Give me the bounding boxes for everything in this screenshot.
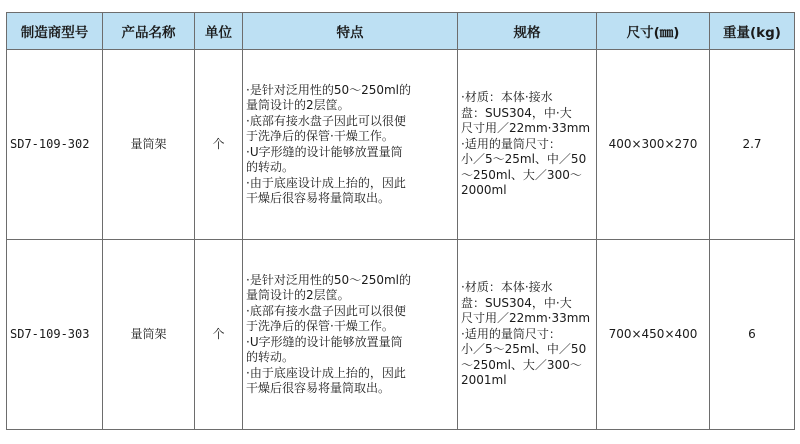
unit-cell: 个 xyxy=(195,50,243,240)
feature-line: ·底部有接水盘子因此可以很便 xyxy=(246,113,406,128)
unit-cell: 个 xyxy=(195,240,243,430)
product-spec-table xyxy=(6,12,795,430)
product-name-cell: 量筒架 xyxy=(103,240,195,430)
feature-line: ·由于底座设计成上抬的，因此 xyxy=(246,175,406,190)
feature-line: 于洗净后的保管·干燥工作。 xyxy=(246,319,394,333)
spec-line: 盘：SUS304，中·大 xyxy=(461,295,572,310)
weight-cell: 6 xyxy=(710,240,795,430)
feature-line: ·U字形缝的设计能够放置量筒 xyxy=(246,144,403,159)
header-unit: 单位 xyxy=(195,13,243,50)
model-cell: SD7-109-303 xyxy=(7,240,103,430)
feature-line: 量筒设计的2层筐。 xyxy=(246,98,350,112)
features-cell xyxy=(243,240,458,430)
feature-line: ·是针对泛用性的50～250ml的 xyxy=(246,82,412,97)
header-row xyxy=(7,13,795,50)
spec-line: ·材质：本体·接水 xyxy=(461,90,553,105)
feature-line: ·由于底座设计成上抬的，因此 xyxy=(246,365,406,380)
model-cell: SD7-109-302 xyxy=(7,50,103,240)
spec-line: 2000ml xyxy=(461,183,507,198)
feature-line: 干燥后很容易将量筒取出。 xyxy=(246,381,391,395)
spec-line: ·材质：本体·接水 xyxy=(461,280,553,295)
feature-line: ·是针对泛用性的50～250ml的 xyxy=(246,272,412,287)
header-weight: 重量(kg) xyxy=(710,13,795,50)
spec-line: 尺寸用／22mm·33mm xyxy=(461,311,591,326)
feature-line: ·U字形缝的设计能够放置量筒 xyxy=(246,334,403,349)
spec-line: 2001ml xyxy=(461,373,507,388)
features-cell xyxy=(243,50,458,240)
header-model: 制造商型号 xyxy=(7,13,103,50)
feature-line: 量筒设计的2层筐。 xyxy=(246,288,350,302)
spec-line: ～250ml、大／300～ xyxy=(461,167,582,182)
table-row xyxy=(7,240,795,430)
spec-line: ·适用的量筒尺寸： xyxy=(461,136,561,151)
feature-line: 的转动。 xyxy=(246,160,295,174)
feature-line: ·底部有接水盘子因此可以很便 xyxy=(246,303,406,318)
spec-line: ·适用的量筒尺寸： xyxy=(461,326,561,341)
feature-line: 于洗净后的保管·干燥工作。 xyxy=(246,129,394,143)
spec-line: ～250ml、大／300～ xyxy=(461,357,582,372)
header-dimensions: 尺寸(㎜) xyxy=(597,13,710,50)
dimensions-cell: 400×300×270 xyxy=(597,50,710,240)
header-specs: 规格 xyxy=(458,13,597,50)
weight-cell: 2.7 xyxy=(710,50,795,240)
feature-line: 的转动。 xyxy=(246,350,295,364)
product-name-cell: 量筒架 xyxy=(103,50,195,240)
specs-cell xyxy=(458,50,597,240)
spec-line: 尺寸用／22mm·33mm xyxy=(461,121,591,136)
header-product-name: 产品名称 xyxy=(103,13,195,50)
feature-line: 干燥后很容易将量筒取出。 xyxy=(246,191,391,205)
spec-line: 小／5～25ml、中／50 xyxy=(461,152,587,167)
spec-line: 盘：SUS304，中·大 xyxy=(461,105,572,120)
specs-cell xyxy=(458,240,597,430)
dimensions-cell: 700×450×400 xyxy=(597,240,710,430)
table-row xyxy=(7,50,795,240)
header-features: 特点 xyxy=(243,13,458,50)
spec-line: 小／5～25ml、中／50 xyxy=(461,342,587,357)
